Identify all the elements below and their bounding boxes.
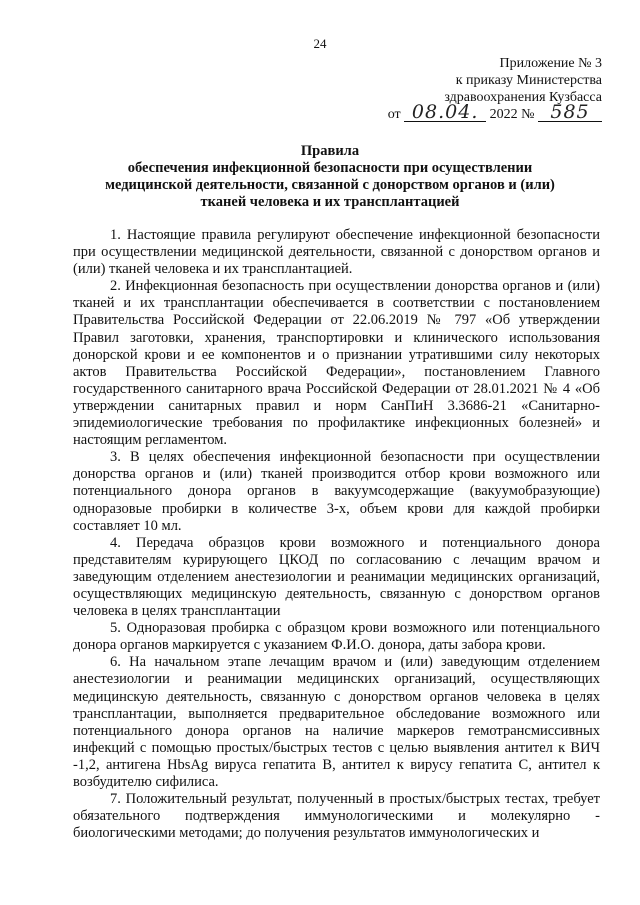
appendix-header — [362, 55, 602, 106]
paragraph-1: 1. Настоящие правила регулируют обеспечение инфекционной безопасности при осуществлении медицинской деятельности, связанной с донорством органов и (или) тканей человека и их трансплантацией. — [73, 227, 600, 278]
order-date-line — [387, 101, 602, 123]
appendix-line-1: Приложение № 3 — [499, 56, 602, 71]
paragraph-4: 4. Передача образцов крови возможного и потенциального донора представителям курирующего ЦКОД по согласованию с лечащим врачом и заведующим отделением анестезиологии и реанимации медицинских организаций, осуществляющих медицинскую деятельность, связанную с донорством органов человека в целях трансплантации — [73, 534, 600, 620]
from-label: от — [387, 107, 401, 122]
title-line-3: медицинской деятельности, связанной с донорством органов и (или) — [105, 177, 555, 193]
paragraph-2: 2. Инфекционная безопасность при осуществлении донорства органов и (или) тканей и их трансплантации обеспечивается в соответствии с постановлением Правительства Российской Федерации от 22.06.2019 № 797 «Об утверждении Правил заготовки, хранения, транспортировки и клинического использования донорской крови и ее компонентов и о признании утратившими силу некоторых актов Правительства Российской Федерации», постановлением Главного государственного санитарного врача Российской Федерации от 28.01.2021 № 4 «Об утверждении санитарных правил и норм СанПиН 3.3686-21 «Санитарно-эпидемиологические требования по профилактике инфекционных болезней» и настоящим регламентом. — [73, 278, 600, 449]
paragraph-6: 6. На начальном этапе лечащим врачом и (или) заведующим отделением анестезиологии и реанимации медицинских организаций, осуществляющих медицинскую деятельность, связанную с донорством органов человека в целях трансплантации, выполняется предварительное обследование возможного или потенциального донора органов на наличие маркеров гемотрансмиссивных инфекций с помощью простых/быстрых тестов с целью выявления антител к ВИЧ -1,2, антигена HbsAg вируса гепатита В, антител к вирусу гепатита С, антител к возбудителю сифилиса. — [73, 654, 600, 790]
title-line-2: обеспечения инфекционной безопасности при осуществлении — [127, 160, 533, 176]
page-number: 24 — [313, 36, 327, 51]
document-title — [60, 143, 600, 211]
handwritten-date: 08.04. — [404, 104, 486, 122]
year-label: 2022 № — [489, 107, 535, 122]
document-body — [73, 227, 600, 842]
paragraph-7: 7. Положительный результат, полученный в простых/быстрых тестах, требует обязательного подтверждения иммунологическими и молекулярно - биологическими методами; до получения результатов иммунологических и — [73, 791, 600, 842]
handwritten-order-number: 585 — [538, 104, 602, 122]
paragraph-3: 3. В целях обеспечения инфекционной безопасности при осуществлении донорства органов и (или) тканей производится отбор крови возможного или потенциального донора органов в вакуумсодержащие (вакуумобразующие) одноразовые пробирки в количестве 3-х, объем крови для каждой пробирки составляет 10 мл. — [73, 449, 600, 534]
title-line-1: Правила — [300, 143, 360, 159]
title-line-4: тканей человека и их трансплантацией — [200, 194, 460, 210]
appendix-line-3: здравоохранения Кузбасса — [444, 90, 602, 105]
paragraph-5: 5. Одноразовая пробирка с образцом крови возможного или потенциального донора органов маркируется с указанием Ф.И.О. донора, даты забора крови. — [73, 620, 600, 654]
appendix-line-2: к приказу Министерства — [455, 73, 602, 88]
